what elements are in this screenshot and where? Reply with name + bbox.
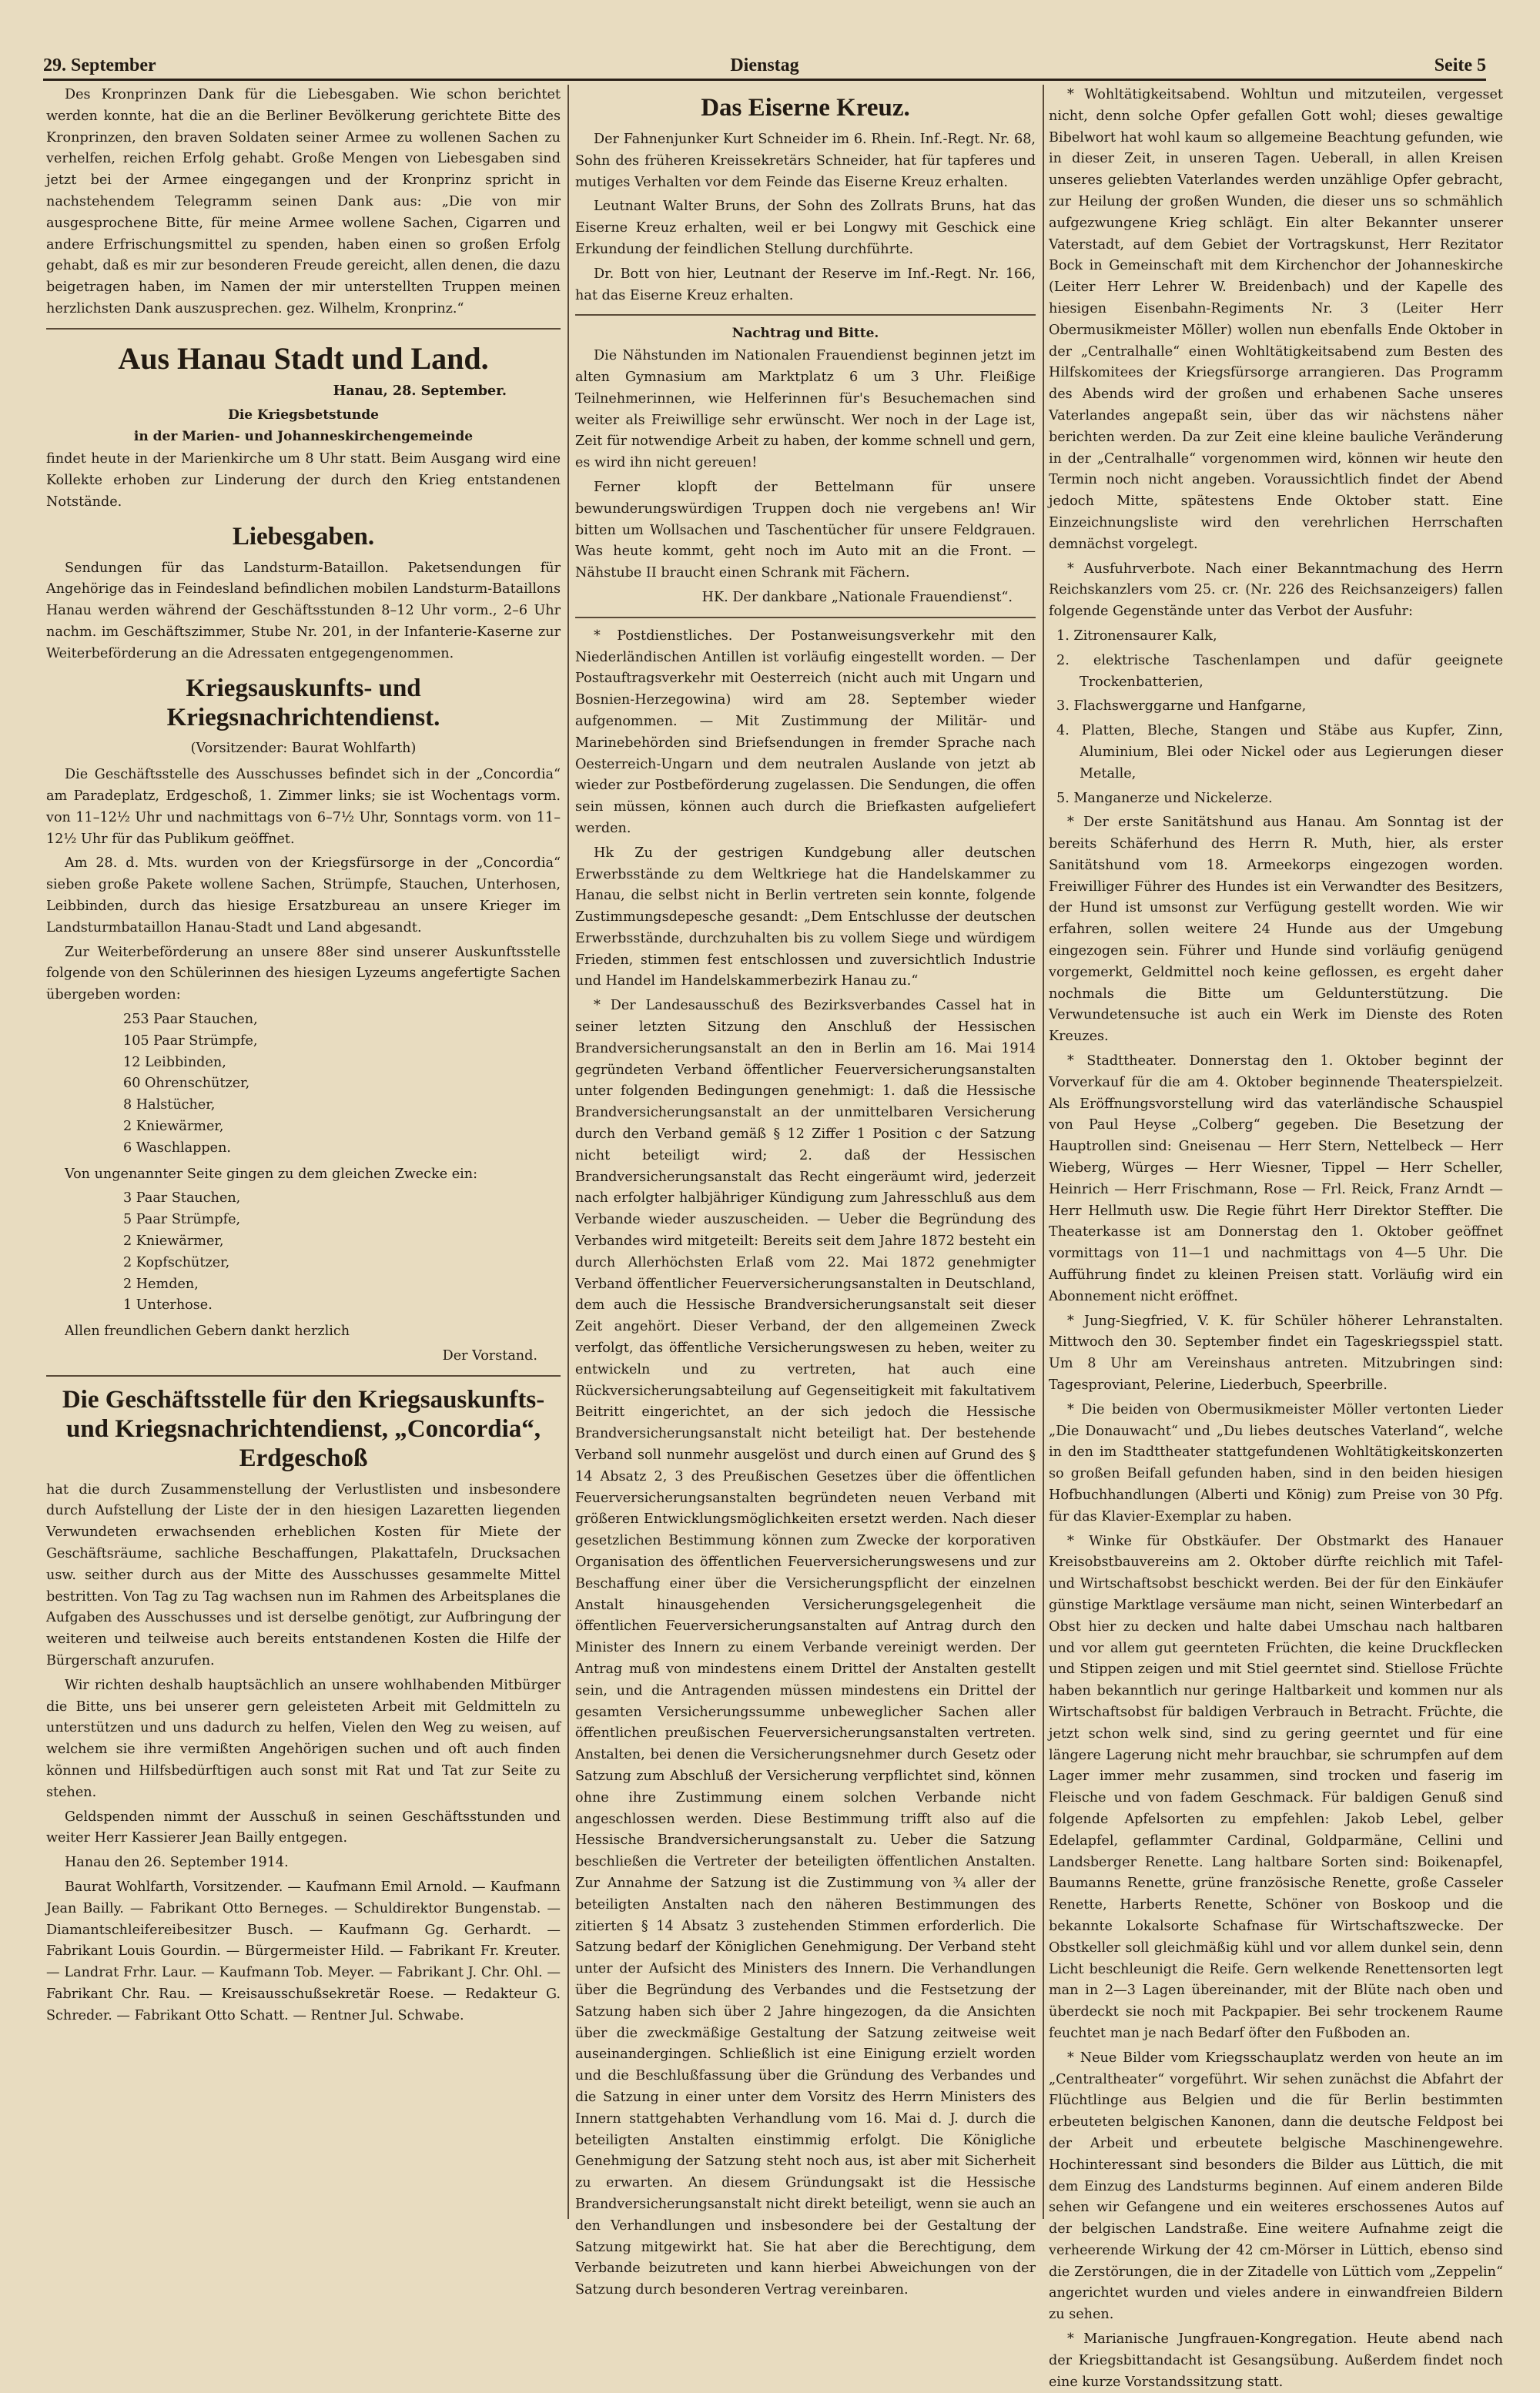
column-middle <box>575 85 1036 2298</box>
headline-kriegsauskunft: Kriegsauskunfts- und Kriegsnachrichtendienst. <box>166 674 440 731</box>
article-wohltaetigkeitsabend: * Wohltätigkeitsabend. Wohltun und mitzuteilen, vergesset nicht, denn solche Opfer gefallen Gott wohl; dieses gewaltige Bibelwort hat wohl kaum so allgemeine Beachtung gefunden, wie in dieser Zeit, in unseren Tagen. Ueberall, in allen Kreisen unseres geliebten Vaterlandes werden unzählige Opfer gebracht, zur Heilung der großen Wunden, die dieser uns so schmählich aufgezwungene Krieg schlägt. Ein alter Bekannter unserer Vaterstadt, auf dem Gebiet der Vortragskunst, Herr Rezitator Bock in Gemeinschaft mit dem Kirchenchor der Johanneskirche (Leiter Herr Lehrer W. Breidenbach) und der Kapelle des hiesigen Eisenbahn-Regiments Nr. 3 (Leiter Herr Obermusikmeister Möller) wollen nun ebenfalls Ende Oktober in der „Centralhalle“ einen Wohltätigkeitsabend zum Besten des Hilfskomitees der Kriegsfürsorge arrangieren. Das Programm des Abends wird der großen und erhabenen Sache unseres Vaterlandes angepaßt sein, über das wir nächstens näher berichten werden. Da zur Zeit eine kleine bauliche Veränderung in der „Centralhalle“ vorgenommen wird, können wir heute den Termin noch nicht angeben. Voraussichtlich findet der Abend jedoch Mitte, spätestens Ende Oktober statt. Eine Einzeichnungsliste wird den verehrlichen Herrschaften demnächst vorgelegt. <box>1049 87 1503 552</box>
signature: Der Vorstand. <box>442 1347 537 1364</box>
donation-list-lyzeum <box>123 1009 561 1160</box>
list-item: 12 Leibbinden, <box>123 1054 226 1070</box>
list-item: 3. Flachswerggarne und Hanfgarne, <box>1056 698 1307 715</box>
article-kronprinz: Des Kronprinzen Dank für die Liebesgaben. Wie schon berichtet werden konnte, hat die an die Berliner Bevölkerung gerichtete Bitte des Kronprinzen, den braven Soldaten seiner Armee zu wollenen Sachen zu verhelfen, reichen Erfolg gehabt. Große Mengen von Liebesgaben sind jetzt bei der Armee eingegangen und der Kronprinz spricht in nachstehendem Telegramm seinen Dank aus: „Die von mir ausgesprochene Bitte, für meine Armee wollene Sachen, Cigarren und andere Erfrischungsmittel zu spenden, haben einen so großen Erfolg gehabt, daß es mir zur besonderen Freude gereicht, allen denen, die dazu beigetragen haben, im Namen der mir unterstellten Truppen meinen herzlichsten Dank auszusprechen. gez. Wilhelm, Kronprinz.“ <box>46 87 561 316</box>
headline-concordia: Die Geschäftsstelle für den Kriegsauskunfts- und Kriegsnachrichtendienst, „Concordia“, Erdgeschoß <box>62 1385 545 1472</box>
article-lieder: * Die beiden von Obermusikmeister Möller vertonten Lieder „Die Donauwacht“ und „Du liebes deutsches Vaterland“, welche in den im Stadttheater stattgefundenen Wohltätigkeitskonzerten so großen Beifall gefunden haben, sind in den beiden hiesigen Hofbuchhandlungen (Alberti und König) zum Preise von 30 Pfg. für das Klavier-Exemplar zu haben. <box>1049 1401 1503 1524</box>
committee-names: Baurat Wohlfarth, Vorsitzender. — Kaufmann Emil Arnold. — Kaufmann Jean Bailly. — Fabrikant Otto Berneges. — Schuldirektor Bungenstab. — Diamantschleifereibesitzer Busch. — Kaufmann Gg. Gerhardt. — Fabrikant Louis Gourdin. — Bürgermeister Hild. — Fabrikant Fr. Kreuter. — Landrat Frhr. Laur. — Kaufmann Tob. Meyer. — Fabrikant J. Chr. Ohl. — Fabrikant Chr. Rau. — Kreisausschußsekretär Roese. — Redakteur G. Schreder. — Fabrikant Otto Schatt. — Rentner Jul. Schwabe. <box>46 1879 561 2023</box>
list-item: 105 Paar Strümpfe, <box>123 1033 258 1049</box>
paragraph: Die Geschäftsstelle des Ausschusses befindet sich in der „Concordia“ am Paradeplatz, Erdgeschoß, 1. Zimmer links; sie ist Wochentags vorm. von 11–12½ Uhr und nachmittags von 6–7½ Uhr, Sonntags vorm. von 11–12½ Uhr für das Publikum geöffnet. <box>46 767 561 847</box>
article-stadttheater: * Stadttheater. Donnerstag den 1. Oktober beginnt der Vorverkauf für die am 4. Oktober beginnende Theaterspielzeit. Als Eröffnungsvorstellung wird das vaterländische Schauspiel von Paul Heyse „Colberg“ gegeben. Die Besetzung der Hauptrollen sind: Gneisenau — Herr Stern, Nettelbeck — Herr Wieberg, Würges — Herr Wiesner, Tippel — Herr Scheller, Heinrich — Herr Frischmann, Rose — Frl. Reick, Franz Arndt — Herr Hellmuth usw. Die Regie führt Herr Direktor Steffter. Die Theaterkasse ist am Donnerstag den 1. Oktober geöffnet vormittags von 11—1 und nachmittags von 4—5 Uhr. Die Aufführung findet zu kleinen Preisen statt. Vorläufig wird ein Abonnement nicht eröffnet. <box>1049 1053 1503 1304</box>
list-item: 2 Kniewärmer, <box>123 1233 224 1249</box>
article-obstkaeufer: * Winke für Obstkäufer. Der Obstmarkt des Hanauer Kreisobstbauvereins am 2. Oktober dürfte reichlich mit Tafel- und Wirtschaftsobst beschickt werden. Bei der für den Einkäufer günstige Marktlage versäume man nicht, seinen Winterbedarf an Obst hier zu decken und halte dabei Umschau nach haltbaren und vor allem gut geernteten Früchten, die keine Druckflecken und Stippen zeigen und mit Stiel geerntet sind. Stiellose Früchte haben bekanntlich nur geringe Haltbarkeit und kommen nur als Wirtschaftsobst für baldigen Verbrauch in Betracht. Früchte, die jetzt schon welk sind, sind zu gering geerntet und für eine längere Lagerung nicht mehr brauchbar, sie schrumpfen auf dem Lager immer mehr zusammen, sind trocken und faserig im Fleische und von fadem Geschmack. Für baldigen Genuß sind folgende Apfelsorten zu empfehlen: Jakob Lebel, gelber Edelapfel, geflammter Cardinal, Goldparmäne, Cellini und Landsberger Renette. Lang haltbare Sorten sind: Boikenapfel, Baumanns Renette, grüne französische Renette, große Casseler Renette, Harberts Renette, Schöner von Boskoop und die bekannte Lokalsorte Schafnase für Wirtschaftszwecke. Der Obstkeller soll gleichmäßig kühl und vor allem dunkel sein, denn Licht beschleunigt die Reife. Gern welkende Renettensorten legt man in 2—3 Lagen übereinander, mit der Blüte nach oben und überdeckt sie noch mit Packpapier. Bei sehr trockenem Raume feuchtet man je nach Bedarf öfter den Fußboden an. <box>1049 1533 1503 2041</box>
article-jung-siegfried: * Jung-Siegfried, V. K. für Schüler höherer Lehranstalten. Mittwoch den 30. September findet ein Tageskriegsspiel statt. Um 8 Uhr am Vereinshaus antreten. Mitzubringen sind: Tagesproviant, Pelerine, Liederbuch, Speerbrille. <box>1049 1313 1503 1394</box>
divider <box>46 328 561 330</box>
donation-list-anonymous <box>123 1188 561 1317</box>
paragraph: Geldspenden nimmt der Ausschuß in seinen Geschäftsstunden und weiter Herr Kassierer Jean Bailly entgegen. <box>46 1809 561 1846</box>
divider <box>575 314 1036 316</box>
list-item: 8 Halstücher, <box>123 1097 216 1113</box>
dateline: Hanau, 28. September. <box>333 382 507 399</box>
article-kundgebung: Hk Zu der gestrigen Kundgebung aller deutschen Erwerbsstände zu dem Weltkriege hat die Handelskammer zu Hanau, die selbst nicht in Berlin vertreten sein konnte, folgende Zustimmungsdepesche gesandt: „Dem Entschlusse der deutschen Erwerbsstände, durchzuhalten bis zu vollem Siege und würdigem Frieden, stimmen fest entschlossen und zuversichtlich Industrie und Handel im Handelskammerbezirk Hanau zu.“ <box>575 845 1036 989</box>
paragraph: Am 28. d. Mts. wurden von der Kriegsfürsorge in der „Concordia“ sieben große Pakete wollene Sachen, Strümpfe, Stauchen, Unterhosen, Leibbinden, durch das hiesige Ersatzbureau an unsere Krieger im Landsturmbataillon Hanau-Stadt und Land abgesandt. <box>46 855 561 935</box>
list-item: 2 Hemden, <box>123 1276 199 1292</box>
header-page-number: Seite 5 <box>1434 55 1486 75</box>
paragraph: hat die durch Zusammenstellung der Verlustlisten und insbesondere durch Aufstellung der Liste der in den hiesigen Lazaretten liegenden Verwundeten erwachsenden erheblichen Kosten für Miete der Geschäftsräume, sachliche Beschaffungen, Plakattafeln, Drucksachen usw. seither durch aus der Mitte des Ausschusses gesammelte Mittel bestritten. Von Tag zu Tag wachsen nun im Rahmen des Arbeitsplanes die Aufgaben des Ausschusses und ist derselbe genötigt, zur Aufbringung der weiteren und teilweise auch bereits entstandenen Kosten die Hilfe der Bürgerschaft anzurufen. <box>46 1481 561 1668</box>
list-item: 60 Ohrenschützer, <box>123 1076 250 1092</box>
list-item: 2 Kopfschützer, <box>123 1254 230 1270</box>
list-item: 253 Paar Stauchen, <box>123 1012 258 1028</box>
divider <box>575 617 1036 618</box>
ausfuhr-list <box>1049 626 1503 809</box>
paragraph: Der Fahnenjunker Kurt Schneider im 6. Rhein. Inf.-Regt. Nr. 68, Sohn des früheren Kreissekretärs Schneider, hat für tapferes und mutiges Verhalten vor dem Feinde das Eiserne Kreuz erhalten. <box>575 131 1036 190</box>
list-item: 4. Platten, Bleche, Stangen und Stäbe aus Kupfer, Zinn, Aluminium, Blei oder Nickel oder aus Legierungen dieser Metalle, <box>1056 723 1503 781</box>
article-kriegsbilder: * Neue Bilder vom Kriegsschauplatz werden von heute an im „Centraltheater“ vorgeführt. Wir sehen zunächst die Abfahrt der Flüchtlinge aus Belgien und die für Berlin bestimmten erbeuteten belgischen Kanonen, dann die deutsche Feldpost bei der Arbeit und erbeutete belgische Maschinengewehre. Hochinteressant sind besonders die Bilder aus Lüttich, die mit dem Einzug des Landsturms beginnen. Auf einem anderen Bilde sehen wir Gefangene und ein weiteres erschossenes Autos auf der belgischen Landstraße. Eine weitere Aufnahme zeigt die verheerende Wirkung der 42 cm-Mörser in Lüttich, ebenso sind die Zerstörungen, die in der Zitadelle von Lüttich vom „Zeppelin“ angerichtet wurden und vieles andere in einwandfreien Bildern zu sehen. <box>1049 2050 1503 2323</box>
article-liebesgaben: Sendungen für das Landsturm-Bataillon. Paketsendungen für Angehörige das in Feindesland befindlichen mobilen Landsturm-Bataillons Hanau werden während der Geschäftsstunden 8–12 Uhr vorm., 2–6 Uhr nachm. im Geschäftszimmer, Stube Nr. 201, in der Infanterie-Kaserne zur Weiterbeförderung an die Adressaten entgegengenommen. <box>46 560 561 661</box>
article-kongregation: * Marianische Jungfrauen-Kongregation. Heute abend nach der Kriegsbittandacht ist Gesangsübung. Außerdem findet noch eine kurze Vorstandssitzung statt. <box>1049 2331 1503 2390</box>
article-ausfuhrverbote: * Ausfuhrverbote. Nach einer Bekanntmachung des Herrn Reichskanzlers vom 25. cr. (Nr. 226 des Reichsanzeigers) fallen folgende Gegenstände unter das Verbot der Ausfuhr: <box>1049 561 1503 620</box>
headline-kriegsbetstunde: Die Kriegsbetstunde <box>228 407 379 423</box>
list-item: 2 Kniewärmer, <box>123 1119 224 1135</box>
list-item: 5. Manganerze und Nickelerze. <box>1056 790 1273 806</box>
section-title-stadt-und-land: Aus Hanau Stadt und Land. <box>118 340 489 376</box>
dateline: Hanau den 26. September 1914. <box>65 1855 289 1871</box>
column-rule <box>1043 85 1044 2219</box>
list-item: 6 Waschlappen. <box>123 1140 232 1156</box>
article-landesausschuss: * Der Landesausschuß des Bezirksverbandes Cassel hat in seiner letzten Sitzung den Anschluß der Hessischen Brandversicherungsanstalt an den in Berlin am 16. Mai 1914 gegründeten Verband öffentlicher Feuerversicherungsanstalten unter folgenden Bedingungen genehmigt: 1. daß die Hessische Brandversicherungsanstalt an der unmittelbaren Versicherung durch den Verband gemäß § 12 Ziffer 1 Position c der Satzung nicht beteiligt wird; 2. daß der Hessischen Brandversicherungsanstalt das Recht eingeräumt wird, jederzeit nach erfolgter halbjähriger Kündigung zum Jahresschluß aus dem Verbande wieder auszuscheiden. — Ueber die Begründung des Verbandes wird mitgeteilt: Bereits seit dem Jahre 1872 besteht ein durch Allerhöchsten Erlaß vom 22. Mai 1872 genehmigter Verband öffentlicher Feuerversicherungsanstalten in Deutschland, dem auch die Hessische Brandversicherungsanstalt seit dieser Zeit angehört. Dieser Verband, der den allgemeinen Zweck verfolgt, das öffentliche Versicherungswesen zu heben, weiter zu entwickeln und zu vertreten, hat auch eine Rückversicherungsabteilung auf Gegenseitigkeit mit fakultativem Beitritt eingerichtet, an der sich jedoch die Hessische Brandversicherungsanstalt nicht beteiligt hat. Der bestehende Verband soll nunmehr ausgelöst und durch einen auf Grund des § 14 Absatz 2, 3 des Preußischen Gesetzes über die öffentlichen Feuerversicherungsanstalten begründeten neuen Verband mit größeren Entwicklungsmöglichkeiten ersetzt werden. Nach dieser gesetzlichen Bestimmung können zum Zwecke der korporativen Organisation des öffentlichen Feuerversicherungswesens und zur Beschaffung einer über die Versicherungspflicht der einzelnen Anstalt hinausgehenden Versicherungsgelegenheit die öffentlichen Feuerversicherungsanstalten auf Antrag durch den Minister des Innern zu einem Verbande vereinigt werden. Der Antrag muß von mindestens einem Drittel der Anstalten gestellt sein, und die Antragenden müssen mindestens ein Drittel der gesamten Versicherungssumme unbeweglicher Sachen aller öffentlichen preußischen Feuerversicherungsanstalten vertreten. Anstalten, bei denen die Versicherungsnehmer durch Gesetz oder Satzung zum Abschluß der Versicherung verpflichtet sind, können ohne ihre Zustimmung einem solchen Verbande nicht angeschlossen werden. Diese Bestimmung trifft also auf die Hessische Brandversicherungsanstalt zu. Ueber die Satzung beschließen die Vertreter der beteiligten öffentlichen Anstalten. Zur Annahme der Satzung ist die Zustimmung von ¾ aller der beteiligten Anstalten nach den näheren Bestimmungen des zitierten § 14 Absatz 3 zustehenden Stimmen erforderlich. Die Satzung bedarf der Königlichen Genehmigung. Der Verband steht unter der Aufsicht des Ministers des Innern. Die Verhandlungen über die Begründung des Verbandes und die Festsetzung der Satzung haben sich über 2 Jahre hingezogen, da die Ansichten über die zweckmäßige Gestaltung der Satzung zeitweise weit auseinandergingen. Schließlich ist eine Einigung erzielt worden und die Beschlußfassung über die Gründung des Verbandes und die Satzung in einer unter dem Vorsitz des Herrn Ministers des Innern stattgehabten Verhandlung vom 16. Mai d. J. durch die beteiligten Anstalten einstimmig erfolgt. Die Königliche Genehmigung der Satzung steht noch aus, ist aber mit Sicherheit zu erwarten. An diesem Gründungsakt ist die Hessische Brandversicherungsanstalt nicht direkt beteiligt, wenn sie auch an den Verhandlungen und insbesondere bei der Gestaltung der Satzung mitgewirkt hat. Sie hat aber die Berechtigung, dem Verbande beizutreten und kann hierbei Abweichungen von der Satzung durch besonderen Vertrag vereinbaren. <box>575 998 1036 2298</box>
column-left <box>46 85 561 2227</box>
paragraph: Von ungenannter Seite gingen zu dem gleichen Zwecke ein: <box>65 1166 477 1182</box>
list-item: 1 Unterhose. <box>123 1297 213 1314</box>
header-day: Dienstag <box>730 55 799 75</box>
list-item: 3 Paar Stauchen, <box>123 1190 241 1207</box>
headline-eiserne-kreuz: Das Eiserne Kreuz. <box>701 94 910 122</box>
header-date: 29. September <box>43 55 156 75</box>
page-header <box>43 55 1486 81</box>
paragraph: Ferner klopft der Bettelmann für unsere bewunderungswürdigen Truppen doch nie vergebens an! Wir bitten um Wollsachen und Taschentücher für unsere Feldgrauen. Was heute kommt, geht noch im Auto mit an die Front. — Nähstube II braucht einen Schrank mit Fächern. <box>575 479 1036 581</box>
divider <box>46 1375 561 1377</box>
signature: HK. Der dankbare „Nationale Frauendienst“. <box>701 589 1013 605</box>
paragraph: Leutnant Walter Bruns, der Sohn des Zollrats Bruns, hat das Eiserne Kreuz erhalten, weil er bei Longwy mit Geschick eine Erkundung der feindlichen Stellung durchführte. <box>575 199 1036 257</box>
headline-liebesgaben: Liebesgaben. <box>232 522 375 551</box>
paragraph: Zur Weiterbeförderung an unsere 88er sind unserer Auskunftsstelle folgende von den Schülerinnen des hiesigen Lyzeums angefertigte Sachen übergeben worden: <box>46 944 561 1003</box>
article-sanitaetshund: * Der erste Sanitätshund aus Hanau. Am Sonntag ist der bereits Schäferhund des Herrn R. Muth, hier, als erster Sanitätshund vom 18. Armeekorps eingezogen worden. Freiwilliger Führer des Hundes ist ein Verwandter des Besitzers, der Hund ist umsonst zur Verfügung gestellt worden. Wie wir erfahren, sollen weitere 24 Hunde aus der Umgebung eingezogen sein. Führer und Hunde sind vorläufig genügend vorgemerkt, Geldmittel noch keine geflossen, es ergeht daher nochmals die Bitte um Geldunterstützung. Die Verwundetensuche ist auch ein Werk im Dienste des Roten Kreuzes. <box>1049 815 1503 1045</box>
column-right <box>1049 85 1503 2390</box>
paragraph: Allen freundlichen Gebern dankt herzlich <box>65 1324 350 1340</box>
headline-nachtrag: Nachtrag und Bitte. <box>732 326 879 342</box>
headline-kirchengemeinde: in der Marien- und Johanneskirchengemeinde <box>133 429 474 445</box>
paragraph: Wir richten deshalb hauptsächlich an unsere wohlhabenden Mitbürger die Bitte, uns bei unserer gern geleisteten Arbeit mit Geldmitteln zu unterstützen und uns dadurch zu helfen, Vielen den Weg zu weisen, auf welchem sie ihre vermißten Angehörigen suchen und oft auch finden können und Hilfsbedürftigen auch sonst mit Rat und Tat zur Seite zu stehen. <box>46 1677 561 1800</box>
paragraph: Die Nähstunden im Nationalen Frauendienst beginnen jetzt im alten Gymnasium am Marktplatz 6 um 3 Uhr. Fleißige Teilnehmerinnen, wie Helferinnen für's Besuchemachen sind weiter als Freiwillige sehr erwünscht. Wer noch in der Lage ist, Zeit für notwendige Arbeit zu haben, der komme schnell und gern, es wird ihn nicht gereuen! <box>575 348 1036 471</box>
article-postdienstliches: * Postdienstliches. Der Postanweisungsverkehr mit den Niederländischen Antillen ist vorläufig eingestellt worden. — Der Postauftragsverkehr mit Oesterreich (nicht auch mit Ungarn und Bosnien-Herzegowina) wird am 28. September wieder aufgenommen. — Mit Zustimmung der Militär- und Marinebehörden sind Briefsendungen in fremder Sprache nach Oesterreich-Ungarn und dem neutralen Auslande von jetzt ab wieder zur Postbeförderung zugelassen. Die Sendungen, die offen sein müssen, können auch durch die Briefkasten aufgeliefert werden. <box>575 628 1036 836</box>
subtitle-vorsitzender: (Vorsitzender: Baurat Wohlfarth) <box>190 741 417 757</box>
paragraph: Dr. Bott von hier, Leutnant der Reserve im Inf.-Regt. Nr. 166, hat das Eiserne Kreuz erhalten. <box>575 266 1036 303</box>
column-rule <box>567 85 569 2219</box>
list-item: 2. elektrische Taschenlampen und dafür geeignete Trockenbatterien, <box>1056 652 1503 690</box>
list-item: 5 Paar Strümpfe, <box>123 1212 241 1228</box>
article-betstunde: findet heute in der Marienkirche um 8 Uhr statt. Beim Ausgang wird eine Kollekte erhoben zur Linderung der durch den Krieg entstandenen Notstände. <box>46 451 561 510</box>
list-item: 1. Zitronensaurer Kalk, <box>1056 628 1217 644</box>
